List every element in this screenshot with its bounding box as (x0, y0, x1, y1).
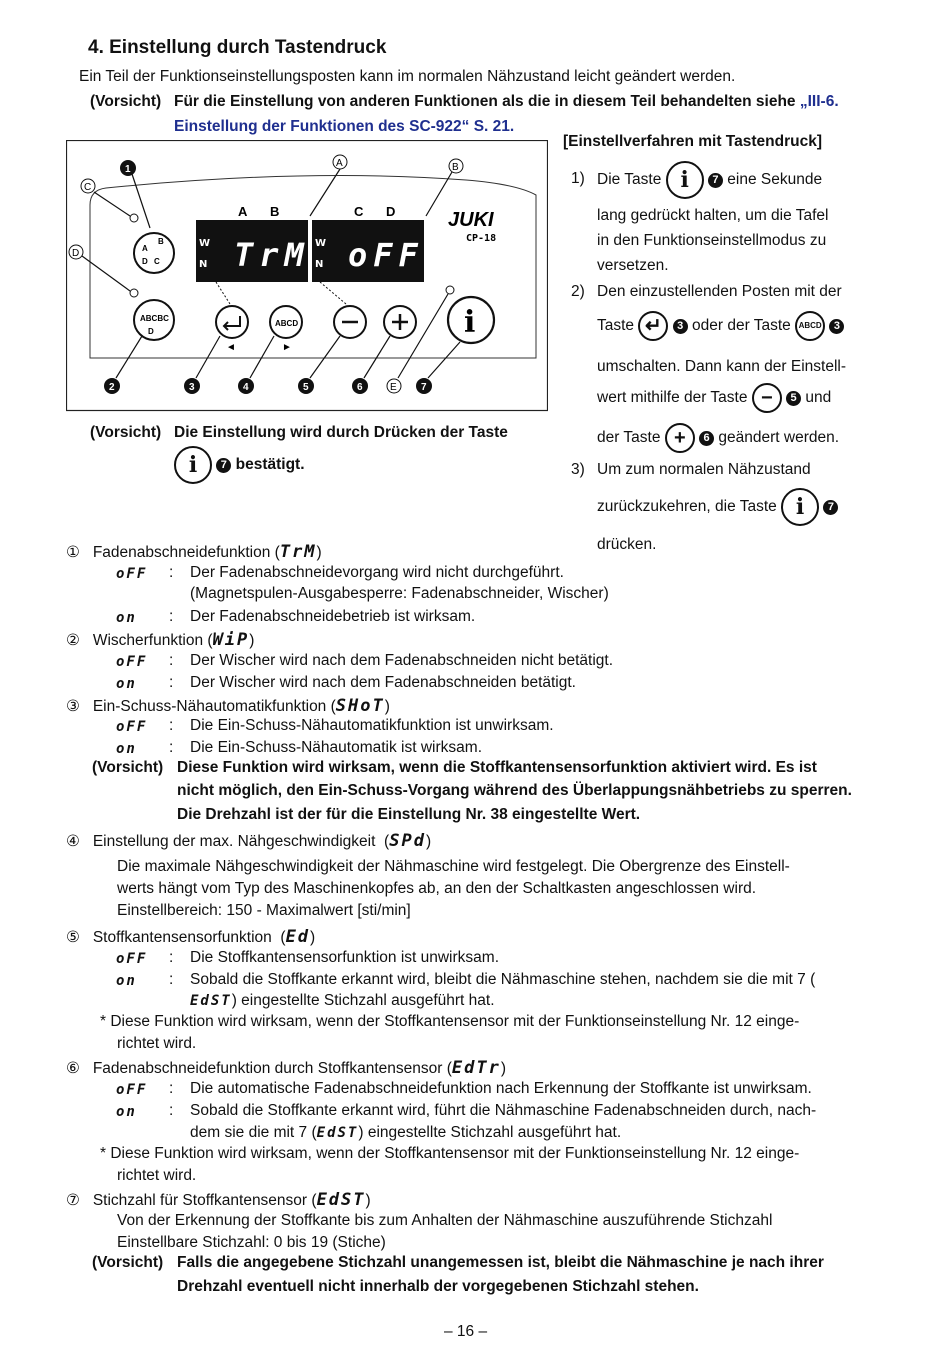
item-3-caution-label: (Vorsicht) (92, 759, 164, 776)
step-2-line5 (597, 423, 839, 453)
item-3-caution-b: nicht möglich, den Ein-Schuss-Vorgang während des Überlappungsnähbetriebs zu sperren. (177, 782, 852, 799)
step-3-number: 3) (571, 461, 585, 478)
item-7-caution-a: Falls die angegebene Stichzahl unangemessen ist, bleibt die Nähmaschine je nach ihrer (177, 1254, 824, 1271)
number-3-icon: 3 (673, 319, 688, 334)
colon: : (169, 674, 174, 691)
step-1-text-a: Die Taste (597, 171, 662, 189)
svg-text:ABCBC: ABCBC (140, 314, 169, 323)
info-key-icon: i (174, 446, 212, 484)
item-1-title: Fadenabschneidefunktion ( (92, 544, 280, 561)
item-3-close: ) (384, 698, 390, 715)
pattern-button-c[interactable] (134, 233, 174, 273)
callout-a: A (336, 158, 343, 169)
colon: : (169, 652, 174, 669)
caution-1 (174, 93, 839, 111)
item-6-close: ) (500, 1060, 506, 1077)
item-3-title: Ein-Schuss-Nähautomatikfunktion ( (92, 698, 336, 715)
item-5-on-code: EdST (190, 993, 232, 1009)
item-6-on-desc-c: ) eingestellte Stichzahl ausgeführt hat. (358, 1124, 622, 1141)
svg-text:◄: ◄ (226, 342, 236, 353)
step-2-text-c: oder der Taste (692, 317, 791, 335)
plus-key-icon: + (665, 423, 695, 453)
item-3-code: SHoT (335, 696, 385, 716)
item-6-note-b: richtet wird. (117, 1167, 197, 1184)
item-1-code: TrM (279, 542, 317, 562)
number-7-icon: 7 (708, 173, 723, 188)
procedure-heading: [Einstellverfahren mit Tastendruck] (563, 133, 822, 150)
step-2-text-h: geändert werden. (718, 429, 840, 447)
letter-c: C (354, 204, 364, 219)
item-2-number: ② (66, 632, 80, 649)
info-key-icon: i (666, 161, 704, 199)
item-7-header (66, 1190, 371, 1210)
svg-text:ABCD: ABCD (275, 319, 299, 328)
item-3-off-desc: Die Ein-Schuss-Nähautomatikfunktion ist unwirksam. (190, 717, 554, 734)
item-1-close: ) (316, 544, 322, 561)
step-2-number: 2) (571, 283, 585, 300)
item-6-on-desc-b: dem sie die mit 7 ( (190, 1124, 317, 1141)
item-2-title: Wischerfunktion ( (92, 632, 213, 649)
item-3-number: ③ (66, 698, 80, 715)
item-5-header: ⑤ Stoffkantensensorfunktion (Ed) (66, 927, 316, 947)
item-4-header: ④ Einstellung der max. Nähgeschwindigkeit (SPd) (66, 831, 432, 851)
item-6-on-line2 (190, 1124, 621, 1142)
colon: : (169, 717, 174, 734)
item-7-text-a: Von der Erkennung der Stoffkante bis zum Anhalten der Nähmaschine auszuführende Stichzahl (117, 1212, 773, 1229)
off-code: oFF (116, 654, 148, 670)
svg-text:N: N (199, 259, 208, 270)
colon: : (169, 739, 174, 756)
step-2-text-a: Den einzustellenden Posten mit der (597, 283, 842, 300)
caution-label: (Vorsicht) (90, 93, 162, 110)
callout-d: D (72, 248, 80, 259)
item-7-number: ⑦ (66, 1192, 80, 1209)
caution-2-end: bestätigt. (235, 456, 305, 474)
step-1-line1 (597, 161, 822, 199)
caution-2-line2 (174, 446, 305, 484)
svg-text:D: D (148, 327, 154, 336)
colon: : (169, 949, 174, 966)
model-label: CP-18 (466, 233, 497, 244)
item-4-text-c: Einstellbereich: 150 - Maximalwert [sti/min] (117, 902, 411, 919)
svg-text:►: ► (282, 342, 292, 353)
control-panel-svg (66, 140, 548, 412)
callout-6: 6 (357, 382, 363, 393)
svg-text:W: W (315, 238, 327, 249)
on-code: on (116, 973, 137, 989)
callout-7: 7 (421, 382, 427, 393)
on-code: on (116, 610, 137, 626)
item-6-off-desc: Die automatische Fadenabschneidefunktion nach Erkennung der Stoffkante ist unwirksam. (190, 1080, 812, 1097)
callout-1: 1 (125, 164, 131, 175)
intro-text: Ein Teil der Funktionseinstellungsposten kann im normalen Nähzustand leicht geändert werden. (79, 68, 736, 85)
item-1-off-desc-2: (Magnetspulen-Ausgabesperre: Fadenabschneider, Wischer) (190, 585, 609, 602)
step-2-text-b: Taste (597, 317, 635, 335)
item-3-caution-a: Diese Funktion wird wirksam, wenn die Stoffkantensensorfunktion aktiviert wird. Es ist (177, 759, 817, 776)
item-4-title: Einstellung der max. Nähgeschwindigkeit (92, 833, 376, 850)
step-2-text-d: umschalten. Dann kann der Einstell- (597, 358, 846, 375)
on-code: on (116, 676, 137, 692)
on-code: on (116, 741, 137, 757)
colon: : (169, 971, 174, 988)
item-6-note-a: * Diese Funktion wird wirksam, wenn der Stoffkantensensor mit der Funktionseinstellung Nr. 12 einge- (100, 1145, 800, 1162)
display-right-text: oFF (348, 236, 424, 274)
callout-e: E (390, 382, 397, 393)
step-3-text-a: Um zum normalen Nähzustand (597, 461, 811, 478)
enter-key-icon: ↵ (638, 311, 668, 341)
number-7-icon: 7 (823, 500, 838, 515)
item-5-note-a: * Diese Funktion wird wirksam, wenn der Stoffkantensensor mit der Funktionseinstellung Nr. 12 einge- (100, 1013, 800, 1030)
colon: : (169, 608, 174, 625)
step-1-text-e: versetzen. (597, 257, 669, 274)
item-4-text-b: werts hängt vom Typ des Maschinenkopfes ab, an den der Schaltkasten angeschlossen wird. (117, 880, 757, 897)
step-1-text-b: eine Sekunde (727, 171, 823, 189)
enter-button[interactable] (216, 306, 248, 338)
control-panel-figure (66, 140, 548, 417)
item-2-close: ) (249, 632, 255, 649)
callout-3: 3 (189, 382, 195, 393)
item-7-code: EdST (316, 1190, 366, 1210)
item-4-text-a: Die maximale Nähgeschwindigkeit der Nähmaschine wird festgelegt. Die Obergrenze des Einstell- (117, 858, 790, 875)
item-5-number: ⑤ (66, 929, 80, 946)
svg-text:W: W (199, 238, 211, 249)
item-6-header (66, 1058, 506, 1078)
item-7-title: Stichzahl für Stoffkantensensor ( (92, 1192, 317, 1209)
callout-5: 5 (303, 382, 309, 393)
item-6-number: ⑥ (66, 1060, 80, 1077)
item-1-on-desc: Der Fadenabschneidebetrieb ist wirksam. (190, 608, 476, 625)
callout-b: B (452, 162, 459, 173)
svg-text:i: i (464, 305, 476, 340)
item-5-code: Ed (285, 927, 311, 947)
item-7-caution-label: (Vorsicht) (92, 1254, 164, 1271)
step-2-text-g: der Taste (597, 429, 661, 447)
step-2-line4 (597, 383, 831, 413)
step-1-text-c: lang gedrückt halten, um die Tafel (597, 207, 829, 224)
abcd-key-icon: ABCD (795, 311, 825, 341)
item-4-number: ④ (66, 833, 80, 850)
svg-text:C: C (154, 257, 160, 266)
caution-1-text: Für die Einstellung von anderen Funktionen als die in diesem Teil behandelten siehe (174, 93, 796, 110)
on-code: on (116, 1104, 137, 1120)
svg-text:A: A (142, 244, 148, 253)
letter-a: A (238, 204, 248, 219)
item-2-on-desc: Der Wischer wird nach dem Fadenabschneiden betätigt. (190, 674, 576, 691)
item-3-header (66, 696, 390, 716)
step-3-text-b: zurückzukehren, die Taste (597, 498, 777, 516)
caution-2-text: Die Einstellung wird durch Drücken der Taste (174, 424, 508, 441)
item-6-title: Fadenabschneidefunktion durch Stoffkantensensor ( (92, 1060, 452, 1077)
page-number: – 16 – (444, 1323, 488, 1340)
item-5-on-line2 (190, 992, 495, 1010)
off-code: oFF (116, 566, 148, 582)
item-6-code: EdTr (451, 1058, 501, 1078)
caution-2-label: (Vorsicht) (90, 424, 162, 441)
info-key-icon: i (781, 488, 819, 526)
item-2-code: WiP (212, 630, 250, 650)
item-7-caution-b: Drehzahl eventuell nicht innerhalb der vorgegebenen Stichzahl stehen. (177, 1278, 699, 1295)
callout-4: 4 (243, 382, 249, 393)
svg-text:N: N (315, 259, 324, 270)
off-code: oFF (116, 1082, 148, 1098)
caution-1-link-cont[interactable]: Einstellung der Funktionen des SC-922“ S. 21. (174, 118, 515, 135)
item-2-off-desc: Der Wischer wird nach dem Fadenabschneiden nicht betätigt. (190, 652, 614, 669)
minus-key-icon: − (752, 383, 782, 413)
step-3-text-c: drücken. (597, 536, 657, 553)
display-left-text: TrM (234, 236, 310, 274)
colon: : (169, 1080, 174, 1097)
item-2-header (66, 630, 254, 650)
item-3-on-desc: Die Ein-Schuss-Nähautomatik ist wirksam. (190, 739, 483, 756)
section-title: 4. Einstellung durch Tastendruck (88, 37, 387, 58)
item-6-on-code: EdST (316, 1125, 359, 1141)
item-7-text-b: Einstellbare Stichzahl: 0 bis 19 (Stiche) (117, 1234, 386, 1251)
step-2-text-e: wert mithilfe der Taste (597, 389, 748, 407)
item-7-close: ) (365, 1192, 371, 1209)
step-1-text-d: in den Funktionseinstellmodus zu (597, 232, 827, 249)
off-code: oFF (116, 719, 148, 735)
step-3-line2 (597, 488, 838, 526)
svg-text:B: B (158, 237, 164, 246)
item-1-off-desc: Der Fadenabschneidevorgang wird nicht durchgeführt. (190, 564, 564, 581)
number-3-icon: 3 (829, 319, 844, 334)
number-5-icon: 5 (786, 391, 801, 406)
colon: : (169, 1102, 174, 1119)
item-5-on-desc: Sobald die Stoffkante erkannt wird, bleibt die Nähmaschine stehen, nachdem sie die mit 7 ( (190, 971, 816, 988)
letter-d: D (386, 204, 396, 219)
item-5-title: Stoffkantensensorfunktion (92, 929, 272, 946)
item-4-code: SPd (389, 831, 426, 851)
item-1-number: ① (66, 544, 80, 561)
item-3-caution-c: Die Drehzahl ist der für die Einstellung Nr. 38 eingestellte Wert. (177, 806, 641, 823)
letter-b: B (270, 204, 280, 219)
colon: : (169, 564, 174, 581)
item-5-note-b: richtet wird. (117, 1035, 197, 1052)
item-1-header (66, 542, 322, 562)
caution-1-link[interactable]: „III-6. (799, 93, 839, 110)
brand-logo: JUKI (448, 209, 494, 231)
item-6-on-desc: Sobald die Stoffkante erkannt wird, führt die Nähmaschine Fadenabschneiden durch, nach- (190, 1102, 817, 1119)
number-7-icon: 7 (216, 458, 231, 473)
callout-c: C (84, 182, 92, 193)
number-6-icon: 6 (699, 431, 714, 446)
svg-text:D: D (142, 257, 148, 266)
callout-2: 2 (109, 382, 115, 393)
off-code: oFF (116, 951, 148, 967)
item-5-on-desc-b: ) eingestellte Stichzahl ausgeführt hat. (231, 992, 495, 1009)
step-2-text-f: und (805, 389, 832, 407)
step-2-line2 (597, 311, 844, 341)
step-1-number: 1) (571, 170, 585, 187)
item-5-off-desc: Die Stoffkantensensorfunktion ist unwirksam. (190, 949, 500, 966)
